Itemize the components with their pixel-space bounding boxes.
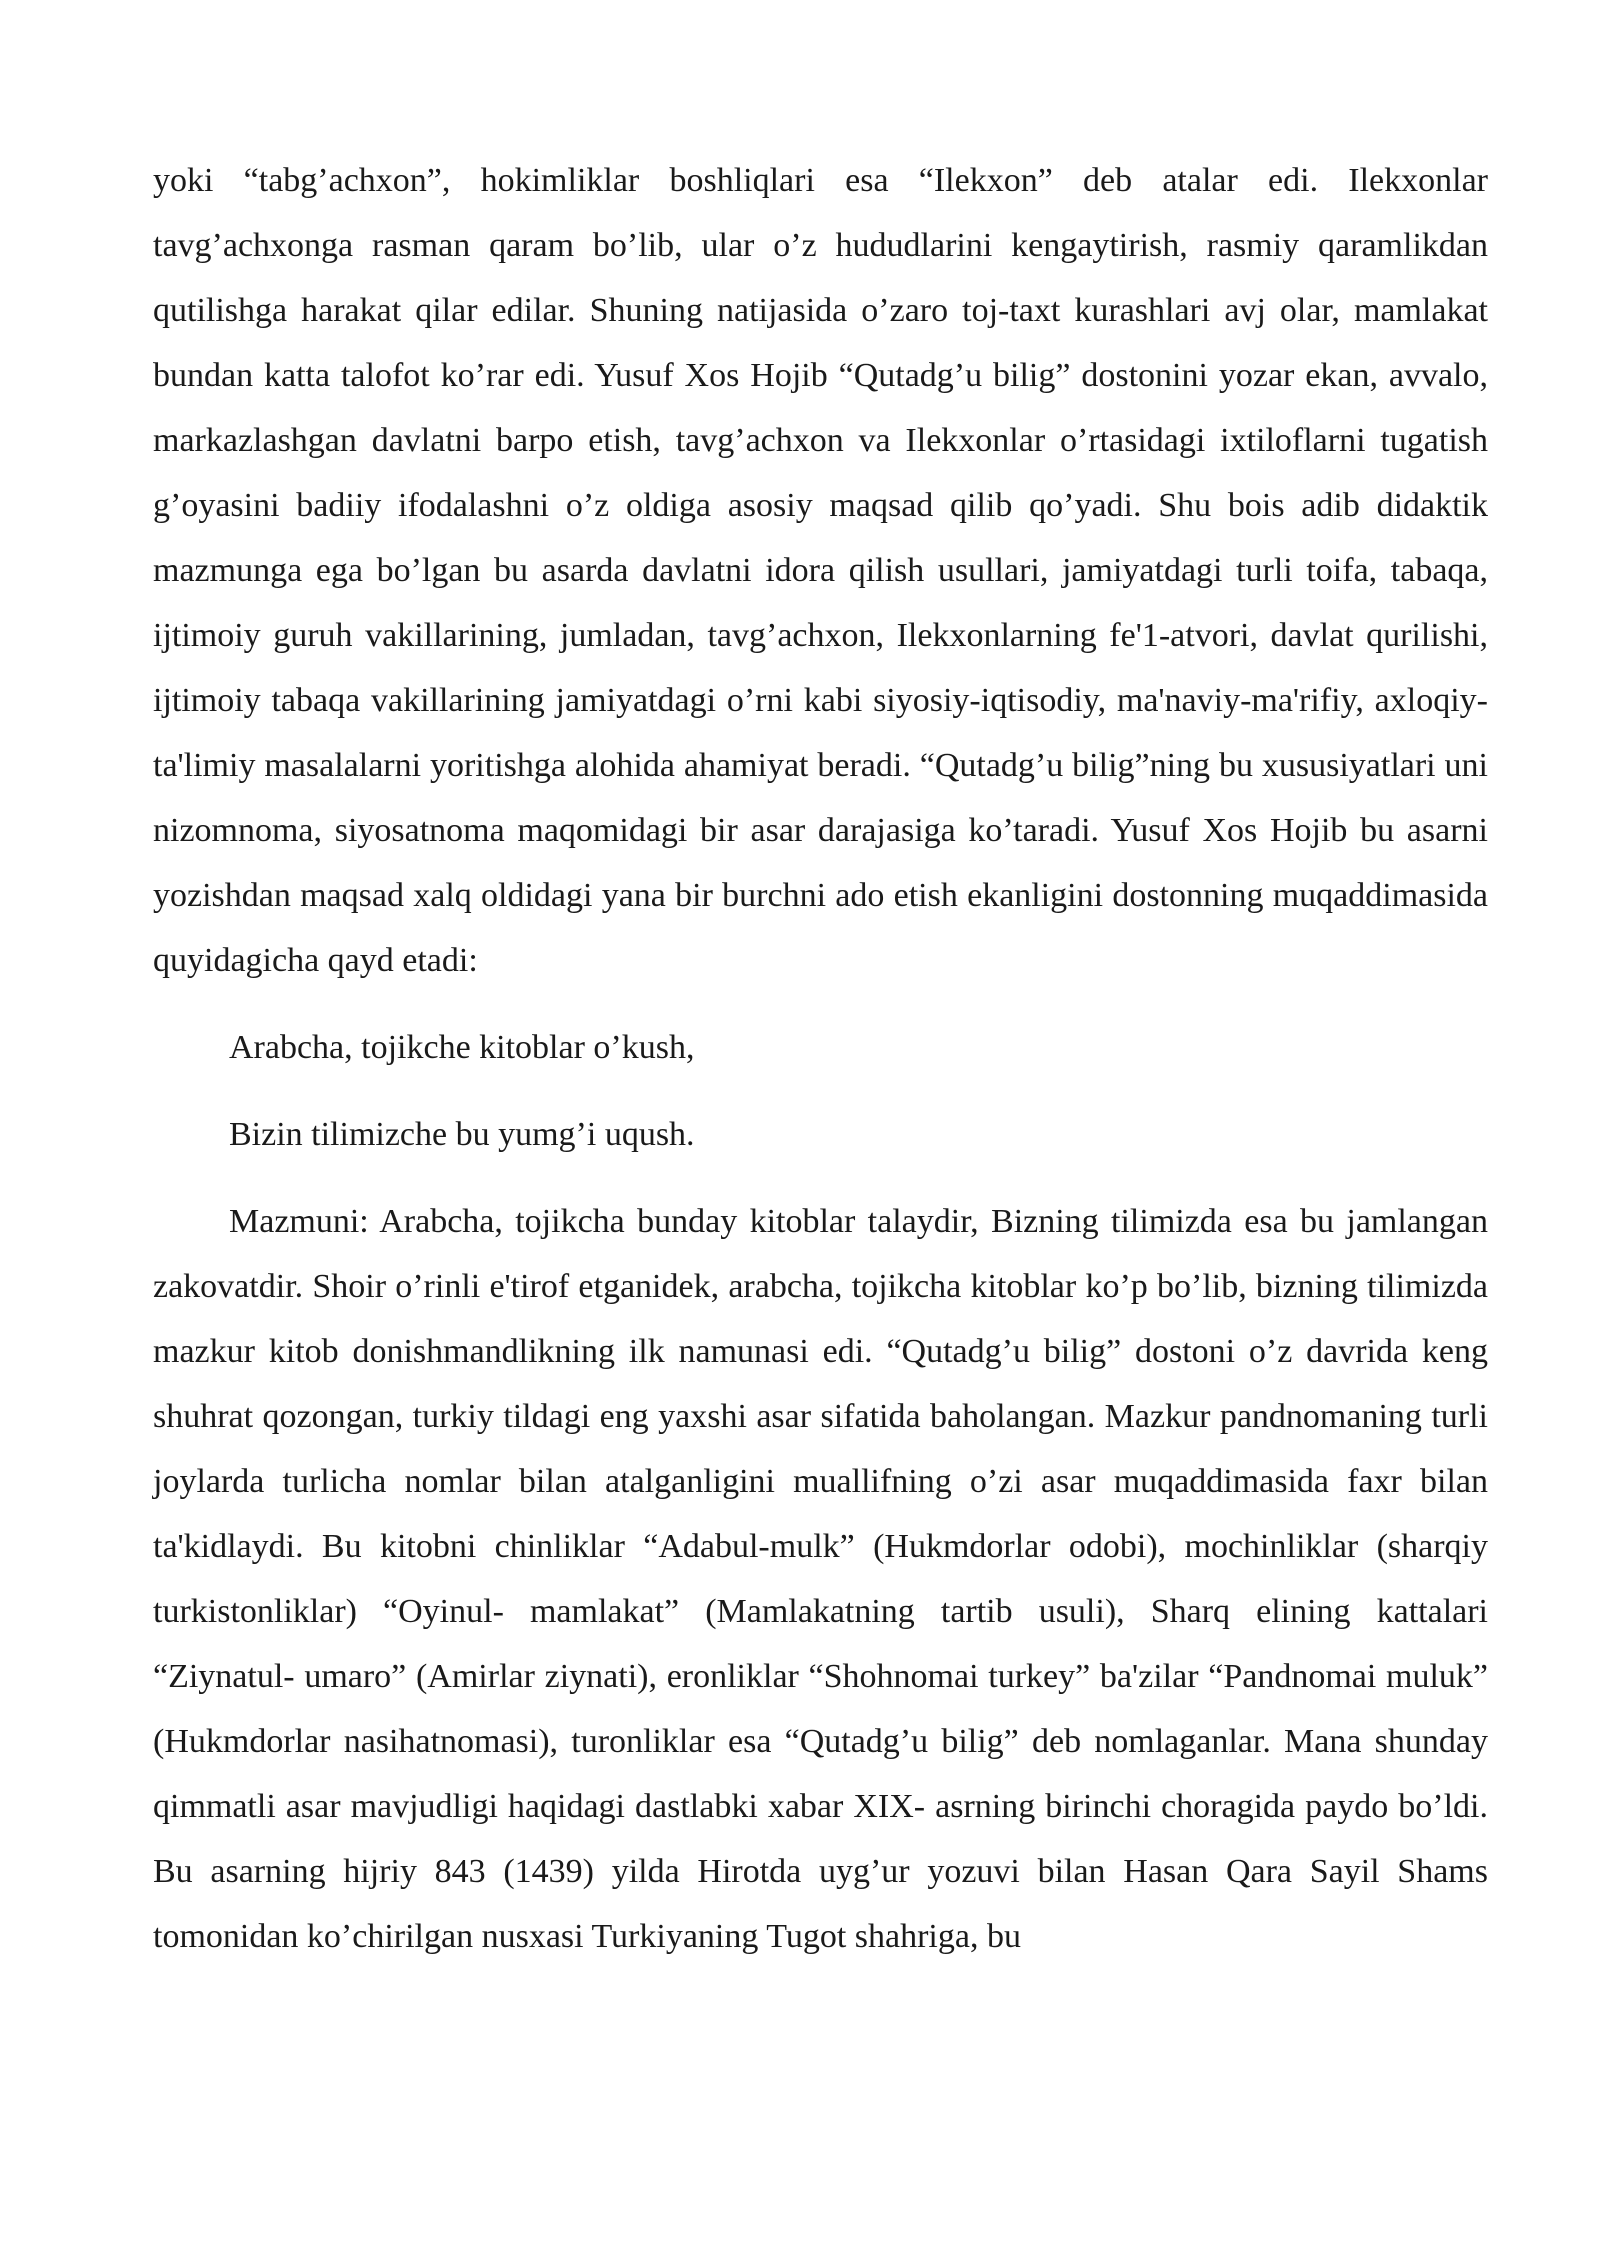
verse-line: Bizin tilimizche bu yumg’i uqush.	[229, 1116, 695, 1153]
document-page	[153, 148, 1488, 1969]
paragraph-meaning: Mazmuni: Arabcha, tojikcha bunday kitoblar talaydir, Bizning tilimizda esa bu jamlangan zakovatdir. Shoir o’rinli e'tirof etganidek, arabcha, tojikcha kitoblar ko’p bo’lib, bizning tilimizda mazkur kitob donishmandlikning ilk namunasi edi. “Qutadg’u bilig” dostoni o’z davrida keng shuhrat qozongan, turkiy tildagi eng yaxshi asar sifatida baholangan. Mazkur pandnomaning turli joylarda turlicha nomlar bilan atalganligini muallifning o’zi asar muqaddimasida faxr bilan ta'kidlaydi. Bu kitobni chinliklar “Adabul-mulk” (Hukmdorlar odobi), mochinliklar (sharqiy turkistonliklar) “Oyinul- mamlakat” (Mamlakatning tartib usuli), Sharq elining kattalari “Ziynatul- umaro” (Amirlar ziynati), eronliklar “Shohnomai turkey” ba'zilar “Pandnomai muluk” (Hukmdorlar nasihatnomasi), turonliklar esa “Qutadg’u bilig” deb nomlaganlar. Mana shunday qimmatli asar mavjudligi haqidagi dastlabki xabar XIX- asrning birinchi choragida paydo bo’ldi. Bu asarning hijriy 843 (1439) yilda Hirotda uyg’ur yozuvi bilan Hasan Qara Sayil Shams tomonidan ko’chirilgan nusxasi Turkiyaning Tugot shahriga, bu	[153, 1203, 1488, 1955]
verse-quote	[153, 1015, 1488, 1167]
paragraph-continuation: yoki “tabg’achxon”, hokimliklar boshliqlari esa “Ilekxon” deb atalar edi. Ilekxonlar tavg’achxonga rasman qaram bo’lib, ular o’z hududlarini kengaytirish, rasmiy qaramlikdan qutilishga harakat qilar edilar. Shuning natijasida o’zaro toj-taxt kurashlari avj olar, mamlakat bundan katta talofot ko’rar edi. Yusuf Xos Hojib “Qutadg’u bilig” dostonini yozar ekan, avvalo, markazlashgan davlatni barpo etish, tavg’achxon va Ilekxonlar o’rtasidagi ixtiloflarni tugatish g’oyasini badiiy ifodalashni o’z oldiga asosiy maqsad qilib qo’yadi. Shu bois adib didaktik mazmunga ega bo’lgan bu asarda davlatni idora qilish usullari, jamiyatdagi turli toifa, tabaqa, ijtimoiy guruh vakillarining, jumladan, tavg’achxon, Ilekxonlarning fe'1-atvori, davlat qurilishi, ijtimoiy tabaqa vakillarining jamiyatdagi o’rni kabi siyosiy-iqtisodiy, ma'naviy-ma'rifiy, axloqiy-ta'limiy masalalarni yoritishga alohida ahamiyat beradi. “Qutadg’u bilig”ning bu xususiyatlari uni nizomnoma, siyosatnoma maqomidagi bir asar darajasiga ko’taradi. Yusuf Xos Hojib bu asarni yozishdan maqsad xalq oldidagi yana bir burchni ado etish ekanligini dostonning muqaddimasida quyidagicha qayd etadi:	[153, 162, 1488, 979]
verse-line: Arabcha, tojikche kitoblar o’kush,	[229, 1029, 695, 1066]
